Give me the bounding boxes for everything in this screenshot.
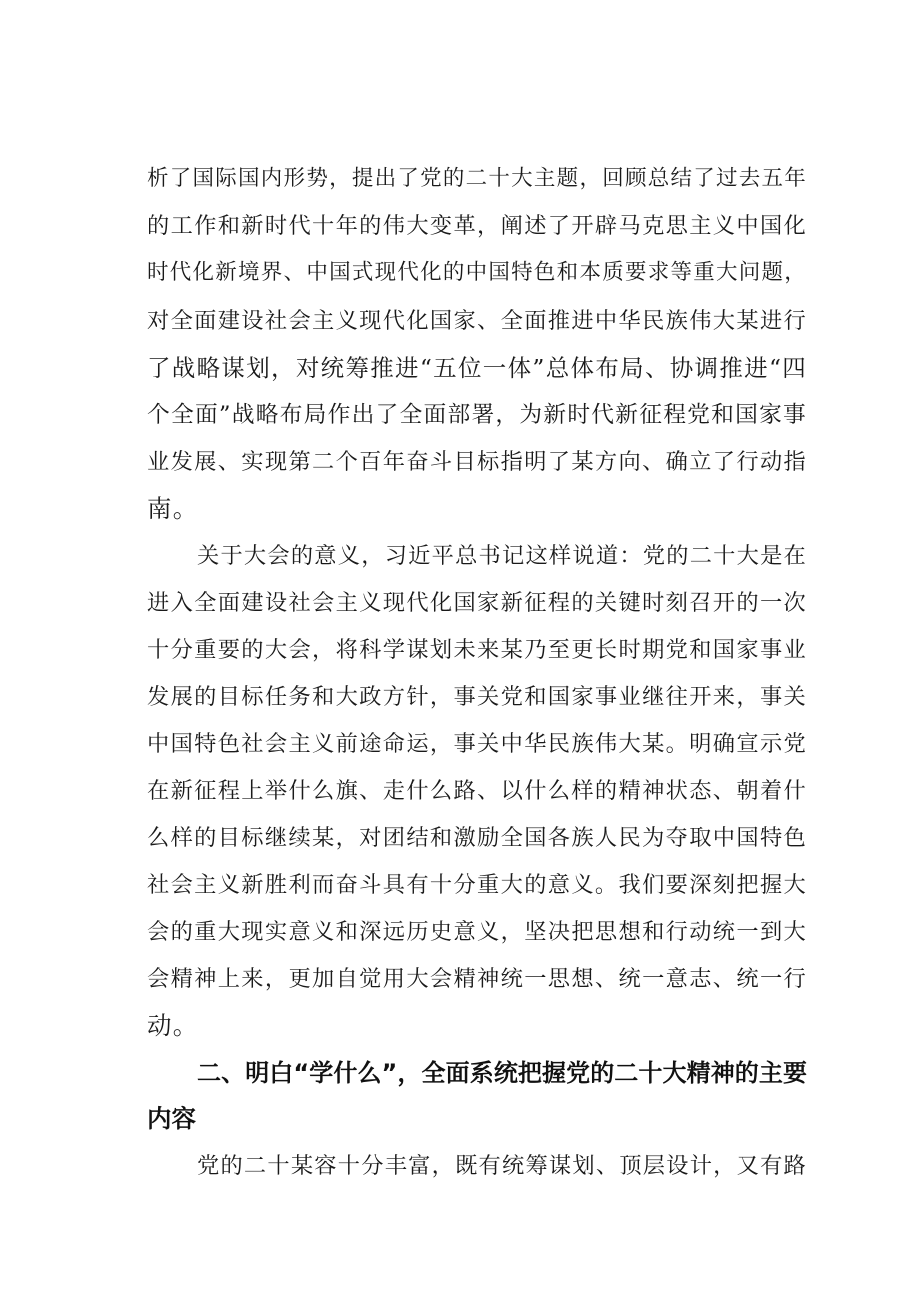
paragraph-1-line-6: 个全面”战略布局作出了全面部署，为新时代新征程党和国家事 [147, 402, 807, 428]
paragraph-2-line-11: 动。 [147, 1011, 199, 1040]
paragraph-2-line-2: 进入全面建设社会主义现代化国家新征程的关键时刻召开的一次 [147, 590, 807, 616]
paragraph-2-line-7: 么样的目标继续某，对团结和激励全国各族人民为夺取中国特色 [147, 825, 807, 851]
paragraph-2-line-8: 社会主义新胜利而奋斗具有十分重大的意义。我们要深刻把握大 [147, 872, 807, 898]
paragraph-2-line-10: 会精神上来，更加自觉用大会精神统一思想、统一意志、统一行 [147, 966, 807, 992]
paragraph-1-line-2: 的工作和新时代十年的伟大变革，阐述了开辟马克思主义中国化 [147, 213, 807, 239]
paragraph-2-line-3: 十分重要的大会，将科学谋划未来某乃至更长时期党和国家事业 [147, 637, 807, 663]
paragraph-2-line-6: 在新征程上举什么旗、走什么路、以什么样的精神状态、朝着什 [147, 778, 807, 804]
section-heading-line-2: 内容 [147, 1104, 196, 1133]
paragraph-1-line-8: 南。 [147, 494, 199, 523]
section-heading-line-1: 二、明白“学什么”，全面系统把握党的二十大精神的主要 [197, 1059, 807, 1087]
paragraph-1-line-4: 对全面建设社会主义现代化国家、全面推进中华民族伟大某进行 [147, 308, 807, 334]
paragraph-2-line-9: 会的重大现实意义和深远历史意义，坚决把思想和行动统一到大 [147, 919, 807, 945]
paragraph-1-line-5: 了战略谋划，对统筹推进“五位一体”总体布局、协调推进“四 [147, 354, 807, 382]
paragraph-1-line-7: 业发展、实现第二个百年奋斗目标指明了某方向、确立了行动指 [147, 449, 807, 475]
paragraph-2-line-4: 发展的目标任务和大政方针，事关党和国家事业继往开来，事关 [147, 684, 807, 710]
paragraph-1-line-1: 析了国际国内形势，提出了党的二十大主题，回顾总结了过去五年 [147, 166, 807, 191]
paragraph-2-line-1: 关于大会的意义，习近平总书记这样说道：党的二十大是在 [197, 543, 807, 569]
paragraph-1-line-3: 时代化新境界、中国式现代化的中国特色和本质要求等重大问题， [147, 260, 807, 285]
paragraph-2-line-5: 中国特色社会主义前途命运，事关中华民族伟大某。明确宣示党 [147, 731, 807, 757]
paragraph-3-line-1: 党的二十某容十分丰富，既有统筹谋划、顶层设计，又有路 [197, 1153, 807, 1179]
